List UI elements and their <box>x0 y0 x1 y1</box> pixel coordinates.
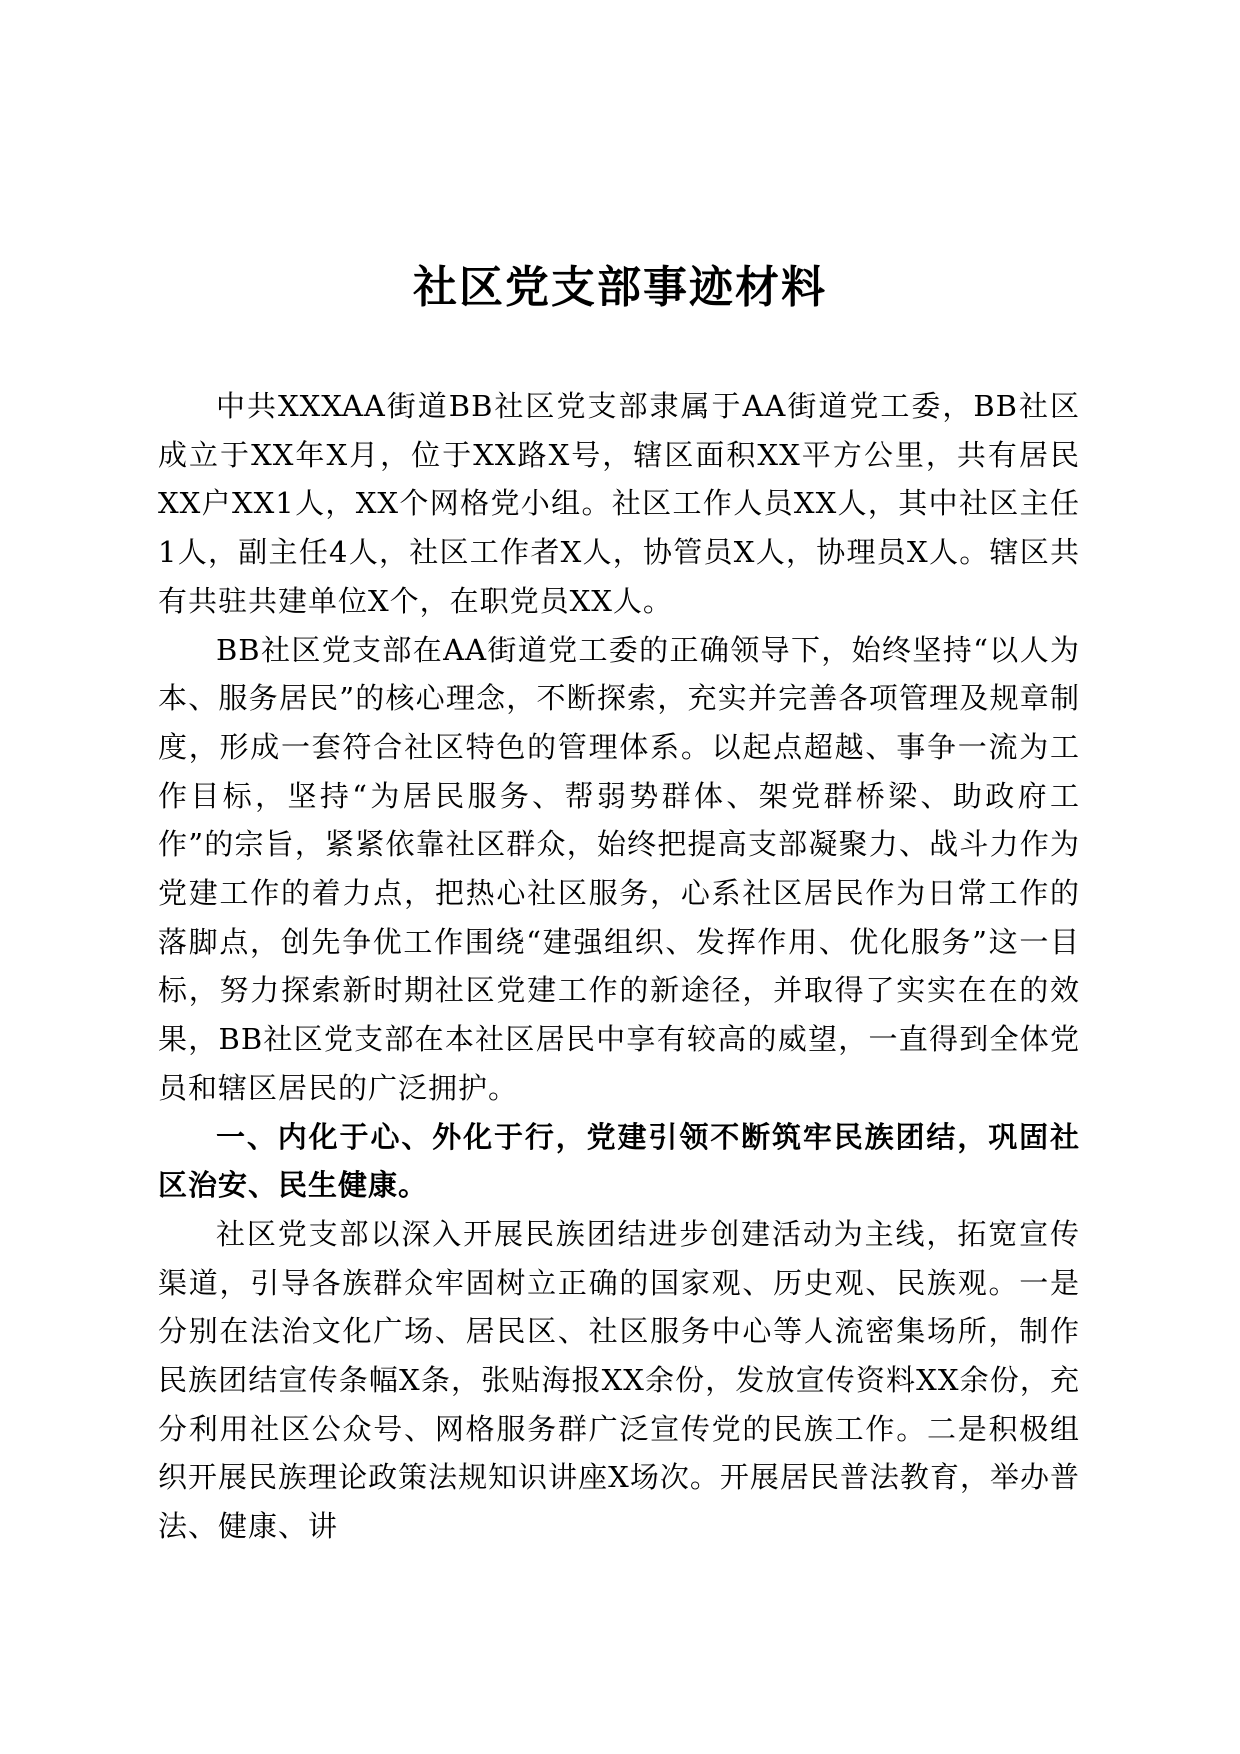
document-title: 社区党支部事迹材料 <box>413 262 827 313</box>
section-paragraph: 社区党支部以深入开展民族团结进步创建活动为主线，拓宽宣传渠道，引导各族群众牢固树立正确的国家观、历史观、民族观。一是分别在法治文化广场、居民区、社区服务中心等人流密集场所，制作民族团结宣传条幅X条，张贴海报XX余份，发放宣传资料XX余份，充分利用社区公众号、网格服务群广泛宣传党的民族工作。二是积极组织开展民族理论政策法规知识讲座X场次。开展居民普法教育，举办普法、健康、讲 <box>158 1216 1080 1544</box>
document-body <box>158 382 1080 1551</box>
section-heading: 一、内化于心、外化于行，党建引领不断筑牢民族团结，巩固社区治安、民生健康。 <box>158 1119 1080 1203</box>
intro-paragraph: 中共XXXAA街道BB社区党支部隶属于AA街道党工委，BB社区成立于XX年X月，位于XX路X号，辖区面积XX平方公里，共有居民XX户XX1人，XX个网格党小组。社区工作人员XX人，其中社区主任1人，副主任4人，社区工作者X人，协管员X人，协理员X人。辖区共有共驻共建单位X个，在职党员XX人。 <box>158 389 1080 618</box>
overview-paragraph: BB社区党支部在AA街道党工委的正确领导下，始终坚持“以人为本、服务居民”的核心理念，不断探索，充实并完善各项管理及规章制度，形成一套符合社区特色的管理体系。以起点超越、事争一流为工作目标，坚持“为居民服务、帮弱势群体、架党群桥梁、助政府工作”的宗旨，紧紧依靠社区群众，始终把提高支部凝聚力、战斗力作为党建工作的着力点，把热心社区服务，心系社区居民作为日常工作的落脚点，创先争优工作围绕“建强组织、发挥作用、优化服务”这一目标，努力探索新时期社区党建工作的新途径，并取得了实实在在的效果，BB社区党支部在本社区居民中享有较高的威望，一直得到全体党员和辖区居民的广泛拥护。 <box>158 632 1080 1105</box>
